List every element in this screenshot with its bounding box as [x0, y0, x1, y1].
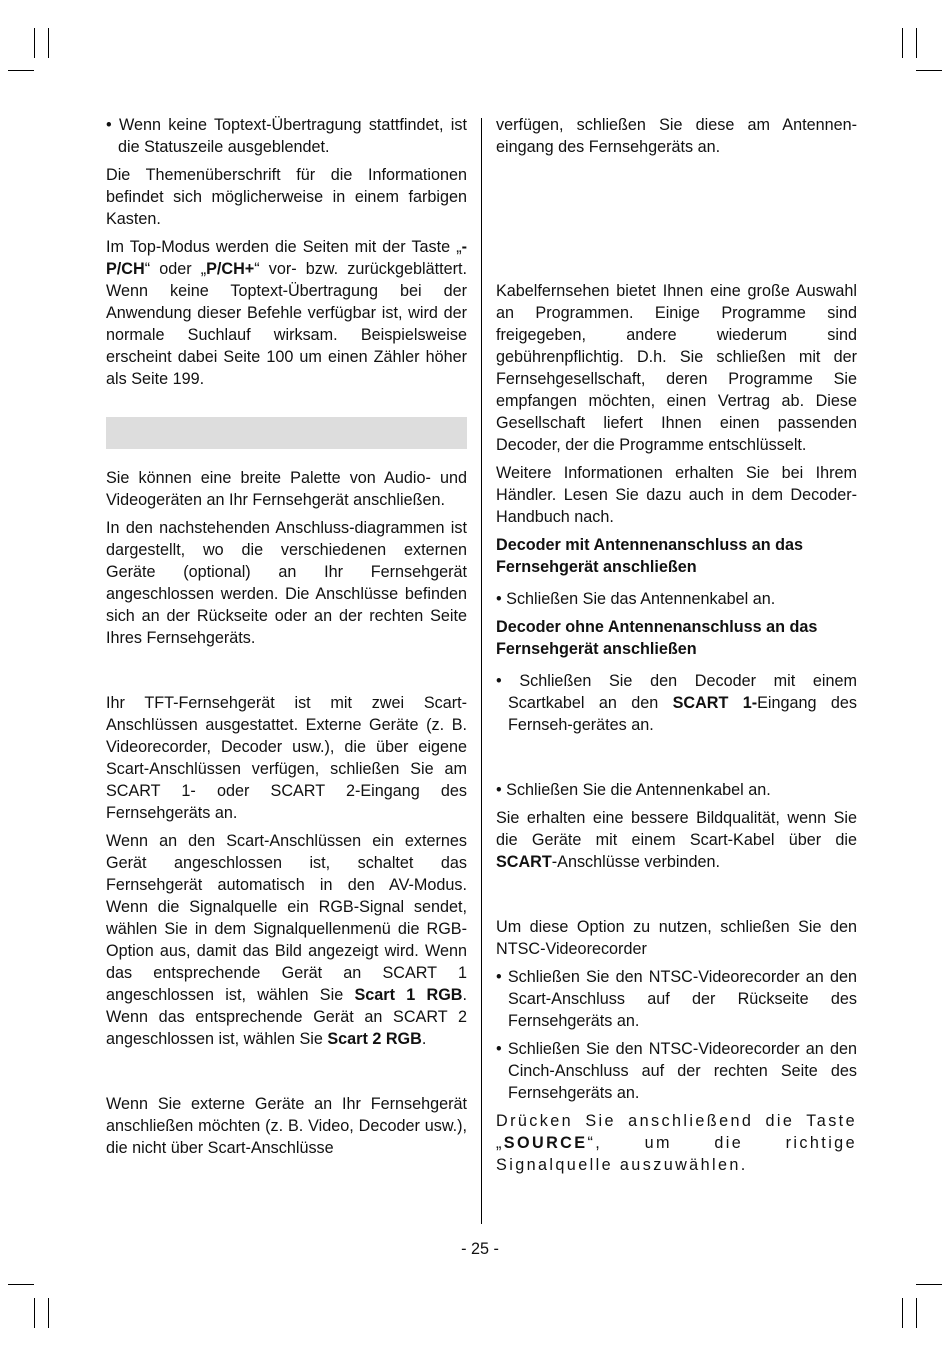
heading-spacer [106, 655, 467, 692]
teletext-status-bullet: • Wenn keine Toptext-Übertragung stattfindet, ist die Statuszeile ausgeblendet. [106, 116, 467, 156]
better-quality-paragraph: Sie erhalten eine bessere Bildqualität, wenn Sie die Geräte mit einem Scart-Kabel über die SCART-Anschlüsse verbinden. [496, 809, 857, 871]
right-column [496, 114, 857, 1182]
heading-spacer [496, 164, 857, 280]
crop-mark [34, 1298, 35, 1328]
decoder-scart-bullet: • Schließen Sie den Decoder mit einem Scartkabel an den SCART 1-Eingang des Fernseh-gerätes an. [496, 672, 857, 734]
decoder-without-antenna-heading: Decoder ohne Antennenanschluss an das Fernsehgerät anschließen [496, 618, 818, 658]
top-mode-paragraph: Im Top-Modus werden die Seiten mit der Taste „-P/CH“ oder „P/CH+“ vor- bzw. zurückgeblättert. Wenn keine Toptext-Übertragung bei der Anwendung dieser Befehle verfügbar ist, wird der normale Suchlauf wirksam. Beispielsweise erscheint dabei Seite 100 um einen Zähler höher als Seite 199. [106, 238, 467, 388]
cable-tv-paragraph: Kabelfernsehen bietet Ihnen eine große Auswahl an Programmen. Einige Programme sind freigegeben, andere wiederum sind gebührenpflichtig. D.h. Sie schließen mit der Fernsehgesellschaft, deren Programme Sie empfangen möchten, einen Vertrag ab. Diese Gesellschaft liefert Ihnen einen passenden Decoder, der die Programme entschlüsselt. [496, 282, 857, 454]
more-info-paragraph: Weitere Informationen erhalten Sie bei Ihrem Händler. Lesen Sie dazu auch in dem Decoder-Handbuch nach. [496, 464, 857, 526]
crop-mark [916, 70, 942, 71]
column-divider [481, 118, 482, 1224]
crop-mark [916, 28, 917, 58]
antenna-cables-bullet: • Schließen Sie die Antennenkabel an. [496, 781, 771, 799]
heading-spacer [496, 742, 857, 779]
heading-spacer [106, 1056, 467, 1093]
heading-spacer [496, 879, 857, 916]
external-devices-paragraph: Wenn Sie externe Geräte an Ihr Fernsehgerät anschließen möchten (z. B. Video, Decoder usw.), die nicht über Scart-Anschlüsse [106, 1095, 467, 1157]
left-column [106, 114, 467, 1165]
page-number: - 25 - [461, 1240, 499, 1258]
crop-mark [902, 28, 903, 58]
crop-mark [48, 28, 49, 58]
scart-av-paragraph: Wenn an den Scart-Anschlüssen ein externes Gerät angeschlossen ist, schaltet das Fernsehgerät automatisch in den AV-Modus. Wenn die Signalquelle ein RGB-Signal sendet, wählen Sie in dem Signalquellenmenü die RGB-Option aus, damit das Bild angezeigt wird. Wenn das entsprechende Gerät an SCART 1 angeschlossen ist, wählen Sie Scart 1 RGB. Wenn das entsprechende Gerät an SCART 2 angeschlossen ist, wählen Sie Scart 2 RGB. [106, 832, 467, 1048]
crop-mark [8, 70, 34, 71]
crop-mark [48, 1298, 49, 1328]
crop-mark [916, 1284, 942, 1285]
crop-mark [34, 28, 35, 58]
source-key-paragraph: Drücken Sie anschließend die Taste „SOURCE“, um die richtige Signalquelle auszuwählen. [496, 1112, 857, 1174]
crop-mark [902, 1298, 903, 1328]
connect-diagrams-paragraph: In den nachstehenden Anschluss-diagrammen ist dargestellt, wo die verschiedenen externen Geräte (optional) an Ihr Fernsehgerät angeschlossen werden. Die Anschlüsse befinden sich an der Rückseite oder an der rechten Seite Ihres Fernsehgeräts. [106, 519, 467, 647]
topic-heading-paragraph: Die Themenüberschrift für die Informationen befindet sich möglicherweise in einem farbigen Kasten. [106, 166, 467, 228]
section-heading-box [106, 417, 467, 449]
external-devices-continued: verfügen, schließen Sie diese am Antennen-eingang des Fernsehgeräts an. [496, 116, 857, 156]
decoder-with-antenna-heading: Decoder mit Antennenanschluss an das Fernsehgerät anschließen [496, 536, 804, 576]
decoder-with-antenna-bullet: • Schließen Sie das Antennenkabel an. [496, 590, 776, 608]
ntsc-intro-paragraph: Um diese Option zu nutzen, schließen Sie den NTSC-Videorecorder [496, 918, 857, 958]
crop-mark [8, 1284, 34, 1285]
scart-intro-paragraph: Ihr TFT-Fernsehgerät ist mit zwei Scart-Anschlüssen ausgestattet. Externe Geräte (z. B. Videorecorder, Decoder usw.), die über eigene Scart-Anschlüssen verfügen, schließen Sie am SCART 1- oder SCART 2-Eingang des Fernsehgeräts an. [106, 694, 467, 822]
ntsc-scart-bullet: • Schließen Sie den NTSC-Videorecorder an den Scart-Anschluss auf der Rückseite des Fernsehgeräts an. [496, 968, 857, 1030]
connect-intro-paragraph: Sie können eine breite Palette von Audio- und Videogeräten an Ihr Fernsehgerät anschließen. [106, 469, 467, 509]
ntsc-cinch-bullet: • Schließen Sie den NTSC-Videorecorder an den Cinch-Anschluss auf der rechten Seite des Fernsehgeräts an. [496, 1040, 857, 1102]
crop-mark [916, 1298, 917, 1328]
